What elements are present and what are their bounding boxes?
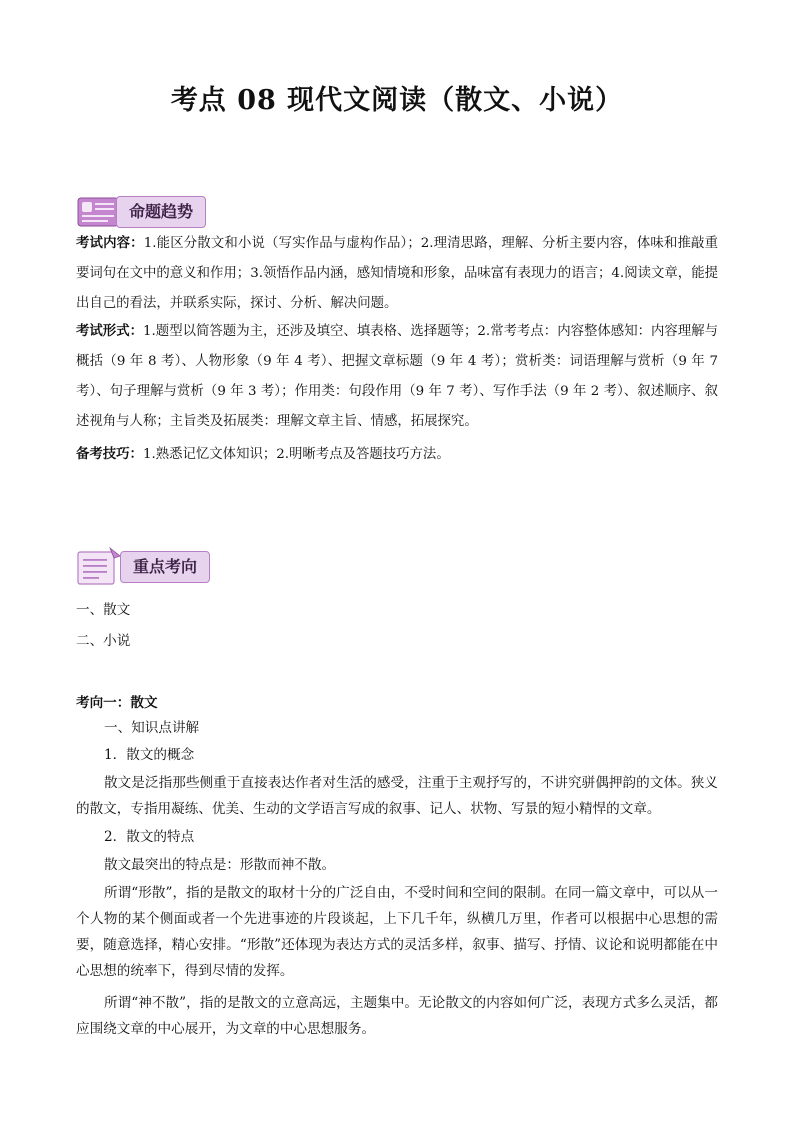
spirit-focused-paragraph: 所谓“神不散”，指的是散文的立意高远，主题集中。无论散文的内容如何广泛，表现方式多么灵活，都应围绕文章的中心展开，为文章的中心思想服务。	[76, 995, 718, 1037]
page-title: 考点 08 现代文阅读（散文、小说）	[170, 85, 624, 116]
direction-heading: 考向一：散文	[76, 695, 158, 711]
section-badge-label: 重点考向	[120, 551, 210, 583]
exam-form-text: 1.题型以简答题为主，还涉及填空、填表格、选择题等；2.常考考点：内容整体感知：内容理解与概括（9 年 8 考）、人物形象（9 年 4 考）、把握文章标题（9 年 4 考）；赏析类：词语理解与赏析（9 年 7 考）、句子理解与赏析（9 年 3 考）；作用类：句段作用（9 年 7 考）、写作手法（9 年 2 考）、叙述顺序、叙述视角与人称；主旨类及拓展类：理解文章主旨、情感，拓展探究。	[76, 324, 718, 429]
exam-content-label: 考试内容：	[76, 235, 144, 251]
section-badge-label: 命题趋势	[116, 196, 206, 228]
knowledge-subheading: 一、知识点讲解	[104, 720, 200, 736]
prep-tips-paragraph	[76, 439, 718, 470]
document-icon	[76, 194, 120, 230]
outline-item-prose: 一、散文	[76, 602, 131, 618]
concept-title: 1．散文的概念	[104, 747, 195, 763]
section-badge-trends	[76, 194, 216, 228]
features-title: 2．散文的特点	[104, 829, 195, 845]
prep-tips-text: 1.熟悉记忆文体知识；2.明晰考点及答题技巧方法。	[142, 447, 450, 462]
concept-paragraph: 散文是泛指那些侧重于直接表达作者对生活的感受，注重于主观抒写的，不讲究骈偶押韵的文体。狭义的散文，专指用凝练、优美、生动的文学语言写成的叙事、记人、状物、写景的短小精悍的文章。	[76, 775, 718, 817]
form-scattered-paragraph: 所谓“形散”，指的是散文的取材十分的广泛自由，不受时间和空间的限制。在同一篇文章中，可以从一个人物的某个侧面或者一个先进事迹的片段谈起，上下几千年，纵横几万里，作者可以根据中心思想的需要，随意选择，精心安排。“形散”还体现为表达方式的灵活多样，叙事、描写、抒情、议论和说明都能在中心思想的统率下，得到尽情的发挥。	[76, 885, 718, 979]
outline-item-novel: 二、小说	[76, 633, 131, 649]
exam-content-text: 1.能区分散文和小说（写实作品与虚构作品）；2.理清思路，理解、分析主要内容，体味和推敲重要词句在文中的意义和作用；3.领悟作品内涵，感知情境和形象，品味富有表现力的语言；4.阅读文章，能提出自己的看法，并联系实际，探讨、分析、解决问题。	[76, 236, 718, 311]
exam-form-paragraph	[76, 316, 718, 437]
prep-tips-label: 备考技巧：	[76, 446, 143, 462]
section-badge-focus	[76, 546, 216, 586]
note-paper-icon	[76, 546, 124, 586]
exam-content-paragraph	[76, 228, 718, 319]
exam-form-label: 考试形式：	[76, 323, 144, 339]
features-paragraph: 散文最突出的特点是：形散而神不散。	[104, 857, 336, 873]
